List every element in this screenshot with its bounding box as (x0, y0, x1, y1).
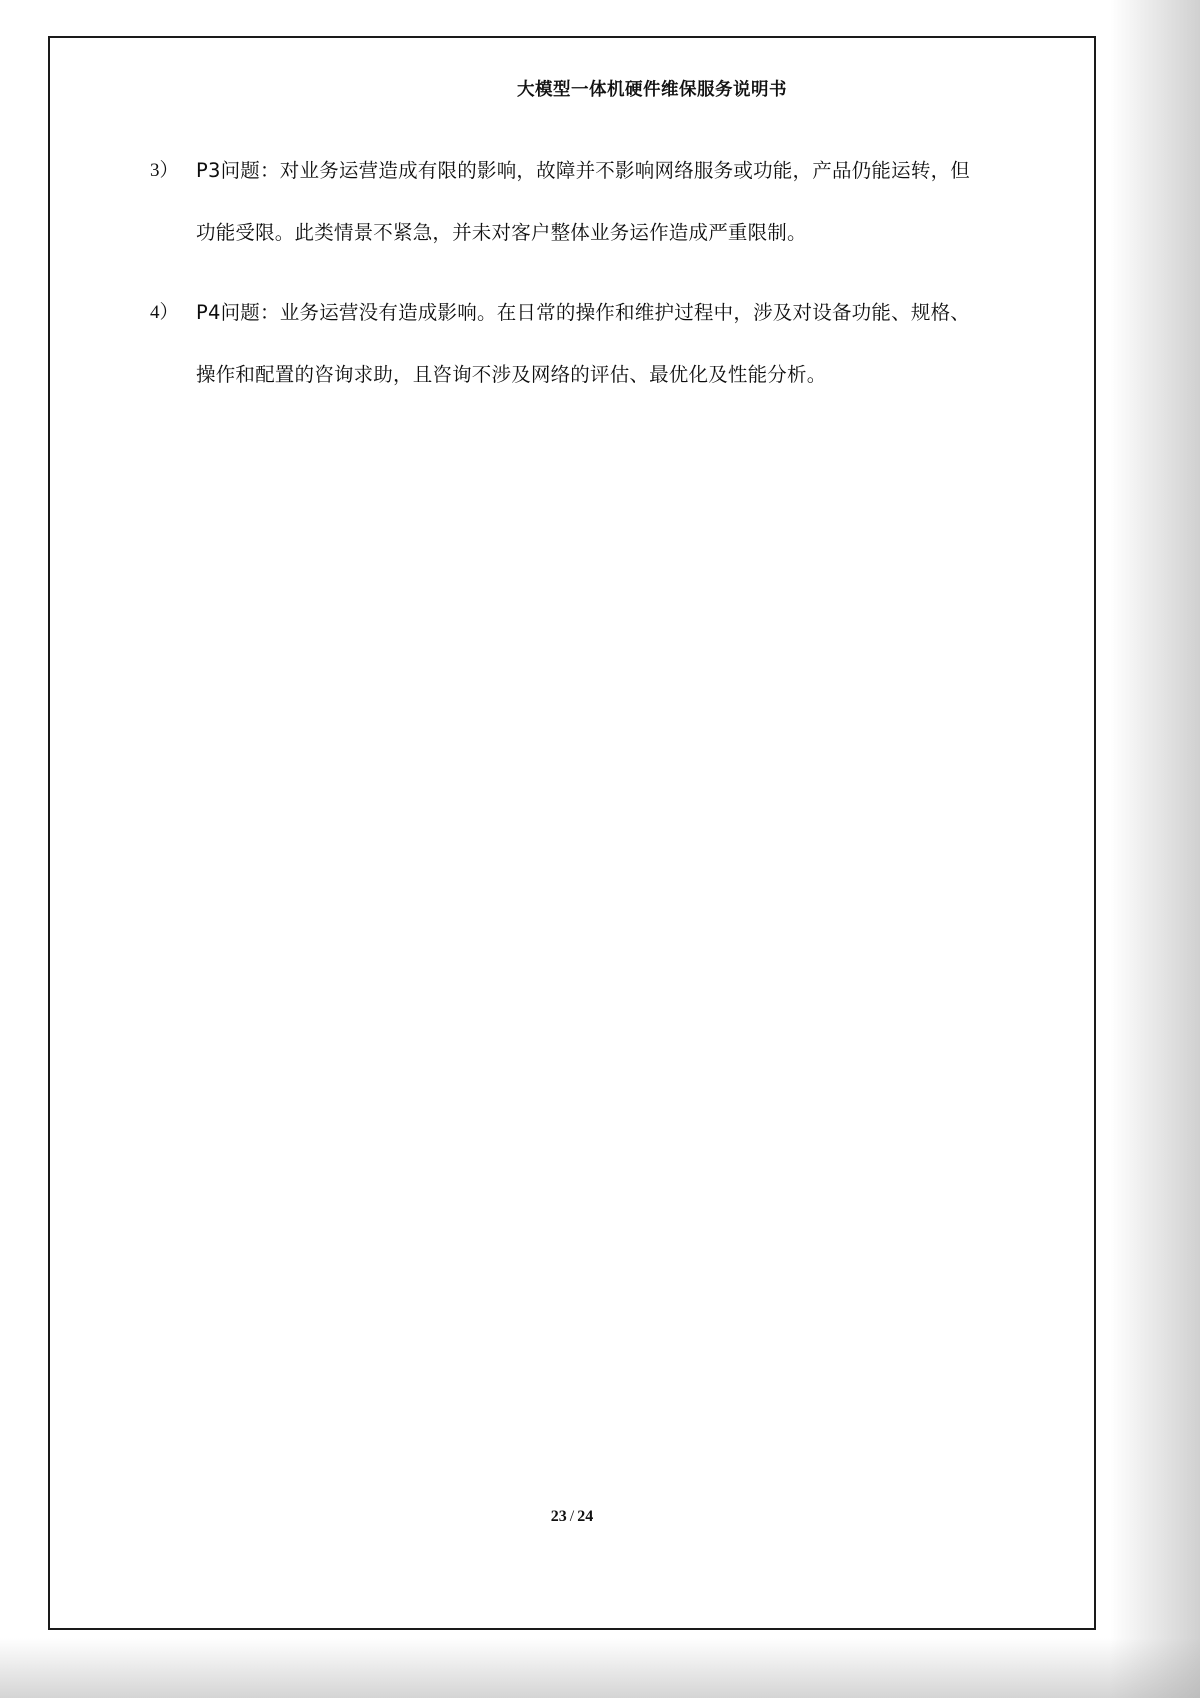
footer-current-page: 23 (550, 1508, 567, 1525)
page-content (150, 140, 970, 424)
list-item-marker: 3） (150, 160, 179, 181)
list-item-text: P4问题：业务运营没有造成影响。在日常的操作和维护过程中，涉及对设备功能、规格、操作和配置的咨询求助，且咨询不涉及网络的评估、最优化及性能分析。 (196, 301, 970, 386)
page-footer (48, 1508, 1096, 1526)
page-header (48, 76, 1096, 101)
list-item (150, 282, 970, 406)
scan-edge-shadow-right (1110, 0, 1200, 1698)
scan-edge-shadow-bottom (0, 1638, 1200, 1698)
footer-separator: / (569, 1508, 575, 1525)
footer-total-pages: 24 (577, 1508, 594, 1525)
list-item-text: P3问题：对业务运营造成有限的影响，故障并不影响网络服务或功能，产品仍能运转，但功能受限。此类情景不紧急，并未对客户整体业务运作造成严重限制。 (196, 159, 970, 244)
list-item (150, 140, 970, 264)
header-title: 大模型一体机硬件维保服务说明书 (517, 79, 787, 99)
list-item-marker: 4） (150, 302, 179, 323)
